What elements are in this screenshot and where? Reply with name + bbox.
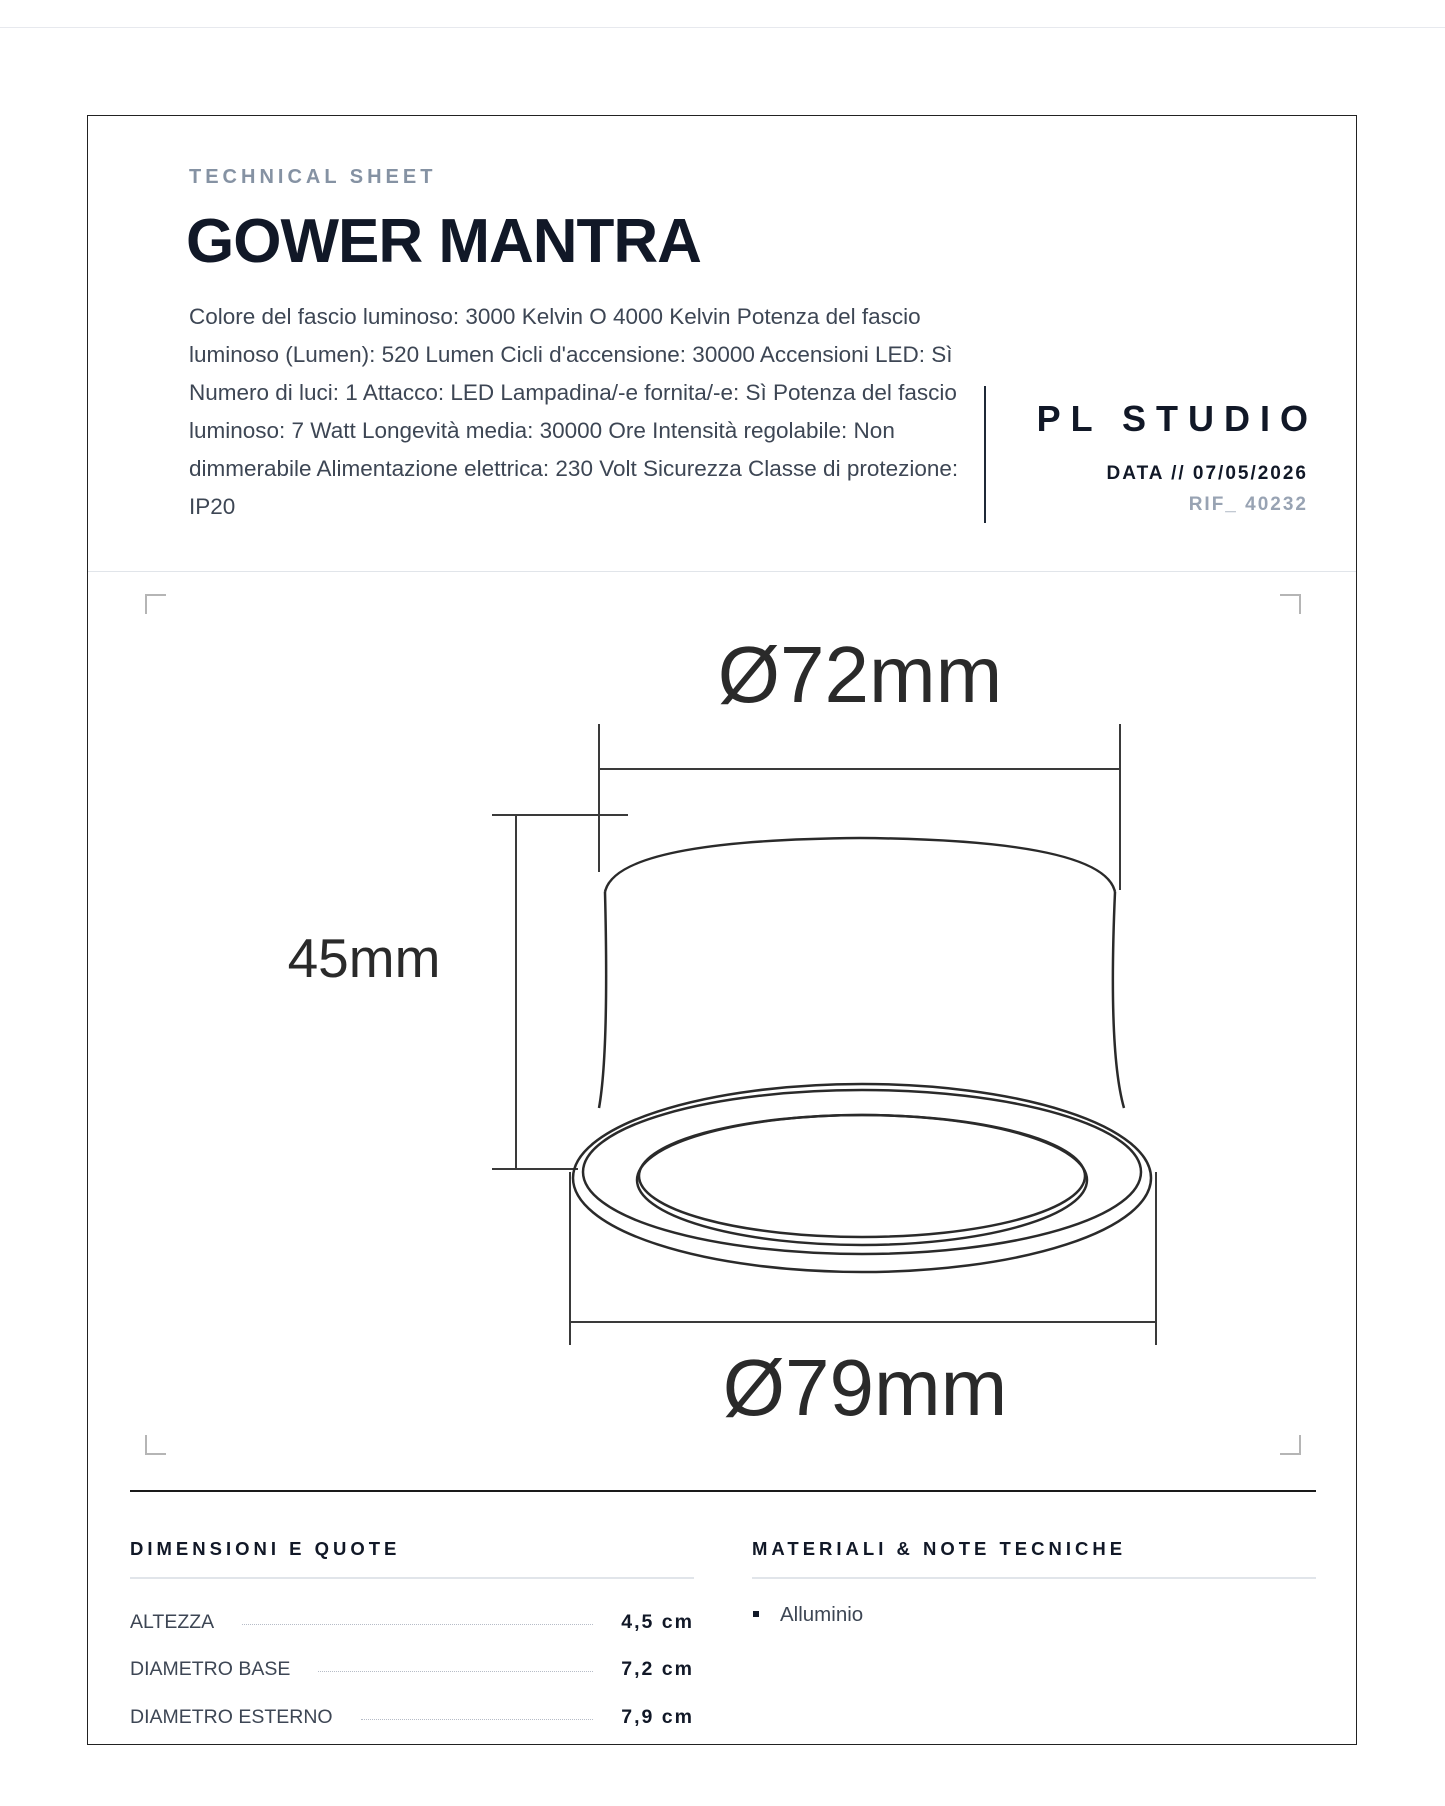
technical-sheet	[87, 115, 1357, 1745]
height-label: 45mm	[287, 927, 441, 989]
corner-mark-top-left	[146, 595, 166, 614]
spec-row-altezza	[130, 1607, 694, 1637]
bottom-diameter-label: Ø79mm	[722, 1343, 1008, 1432]
spec-leader-dots	[361, 1718, 594, 1720]
top-divider	[0, 27, 1445, 28]
corner-mark-bottom-left	[146, 1435, 166, 1454]
section-divider	[130, 1490, 1316, 1492]
corner-mark-top-right	[1280, 595, 1300, 614]
dimensions-title: DIMENSIONI E QUOTE	[130, 1538, 401, 1559]
spec-value: 4,5 cm	[621, 1610, 694, 1633]
spec-value: 7,9 cm	[621, 1705, 694, 1728]
spec-leader-dots	[242, 1623, 593, 1625]
materials-rule	[752, 1577, 1316, 1579]
material-item: Alluminio	[752, 1603, 863, 1627]
sheet-reference: RIF_ 40232	[1188, 494, 1308, 515]
product-description: Colore del fascio luminoso: 3000 Kelvin O 4000 Kelvin Potenza del fascio luminoso (Lumen): 520 Lumen Cicli d'accensione: 30000 Accensioni LED: Sì Numero di luci: 1 Attacco: LED Lampadina/-e fornita/-e: Sì Potenza del fascio luminoso: 7 Watt Longevità media: 30000 Ore Intensità regolabile: Non dimmerabile Alimentazione elettrica: 230 Volt Sicurezza Classe di protezione: IP20	[189, 304, 959, 519]
spec-label: DIAMETRO ESTERNO	[130, 1705, 333, 1728]
technical-drawing	[88, 572, 1356, 1482]
spec-value: 7,2 cm	[621, 1657, 694, 1680]
lamp-side-left	[599, 892, 606, 1108]
header-vertical-rule	[984, 386, 986, 523]
eyebrow-label: TECHNICAL SHEET	[189, 166, 437, 188]
brand-name: PL STUDIO	[1036, 398, 1318, 439]
sheet-date: DATA // 07/05/2026	[1106, 463, 1308, 484]
lamp-lens-inner	[639, 1115, 1085, 1237]
drawing-svg	[88, 572, 1358, 1482]
product-title: GOWER MANTRA	[186, 207, 701, 276]
spec-row-diametro-base	[130, 1654, 694, 1684]
lamp-lens-outer	[637, 1115, 1087, 1245]
spec-label: ALTEZZA	[130, 1610, 215, 1633]
spec-row-diametro-esterno	[130, 1702, 694, 1732]
top-diameter-label: Ø72mm	[717, 630, 1003, 719]
lamp-top-rim	[605, 838, 1115, 892]
lamp-side-right	[1113, 892, 1124, 1108]
corner-mark-bottom-right	[1280, 1435, 1300, 1454]
materials-title: MATERIALI & NOTE TECNICHE	[752, 1538, 1127, 1559]
sheet-header	[88, 116, 1356, 572]
dimensions-rule	[130, 1577, 694, 1579]
spec-label: DIAMETRO BASE	[130, 1657, 291, 1680]
materials-list	[752, 1603, 863, 1627]
spec-leader-dots	[318, 1670, 593, 1672]
